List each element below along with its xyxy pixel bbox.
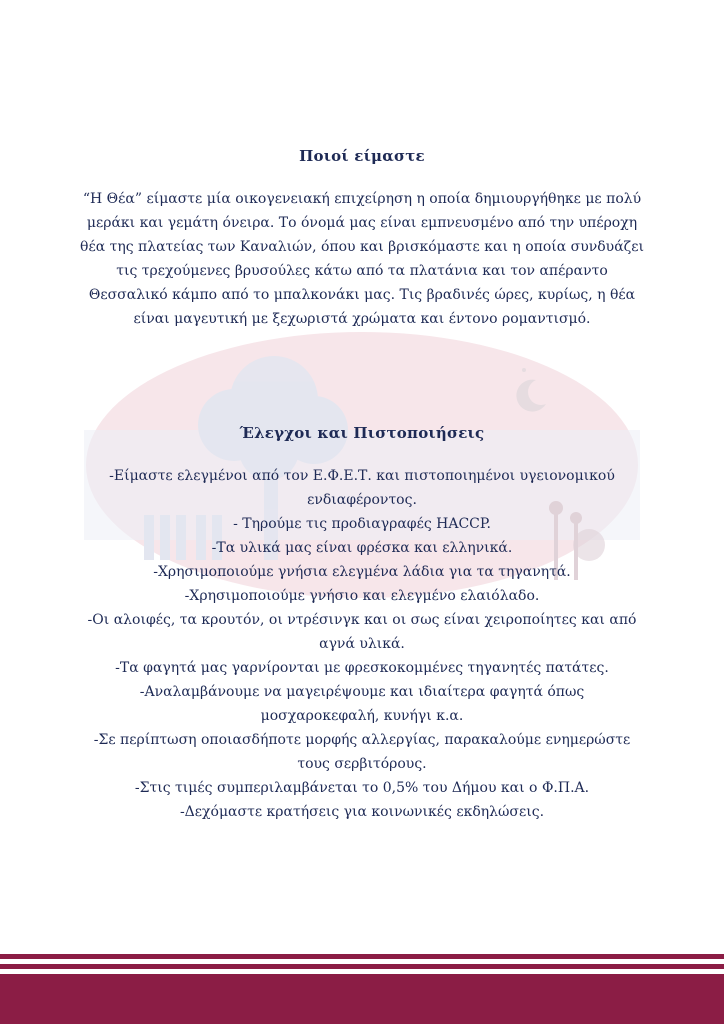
list-item: -Τα υλικά μας είναι φρέσκα και ελληνικά. — [211, 540, 513, 556]
about-title: Ποιοί είμαστε — [299, 147, 425, 165]
list-item: -Χρησιμοποιούμε γνήσια ελεγμένα λάδια για τα τηγανητά. — [153, 564, 571, 580]
stripe-thin-2 — [0, 964, 724, 969]
list-item: -Δεχόμαστε κρατήσεις για κοινωνικές εκδηλώσεις. — [179, 804, 545, 820]
list-item: -Οι αλοιφές, τα κρουτόν, οι ντρέσινγκ και οι σως είναι χειροποίητες και από αγνά υλικά. — [87, 612, 637, 652]
about-paragraph: “Η Θέα” είμαστε μία οικογενειακή επιχείρηση η οποία δημιουργήθηκε με πολύ μεράκι και γεμάτη όνειρα. Το όνομά μας είναι εμπνευσμένο από την υπέροχη θέα της πλατείας των Καναλιών, όπου και βρισκόμαστε και η οποία συνδυάζει τις τρεχούμενες βρυσούλες κάτω από τα πλατάνια και τον απέραντο Θεσσαλικό κάμπο από το μπαλκονάκι μας. Τις βραδινές ώρες, κυρίως, η θέα είναι μαγευτική με ξεχωριστά χρώματα και έντονο ρομαντισμό. — [80, 191, 644, 327]
certifications-title: Έλεγχοι και Πιστοποιήσεις — [239, 424, 485, 442]
list-item: -Στις τιμές συμπεριλαμβάνεται το 0,5% του Δήμου και ο Φ.Π.Α. — [134, 780, 590, 796]
footer-stripes — [0, 954, 724, 1024]
stripe-thin-1 — [0, 954, 724, 959]
list-item: -Χρησιμοποιούμε γνήσιο και ελεγμένο ελαιόλαδο. — [184, 588, 540, 604]
list-item: -Αναλαμβάνουμε να μαγειρέψουμε και ιδιαίτερα φαγητά όπως μοσχαροκεφαλή, κυνήγι κ.α. — [139, 684, 585, 724]
list-item: -Τα φαγητά μας γαρνίρονται με φρεσκοκομμένες τηγανητές πατάτες. — [115, 660, 609, 676]
list-item: -Σε περίπτωση οποιασδήποτε μορφής αλλεργίας, παρακαλούμε ενημερώστε τους σερβιτόρους. — [93, 732, 631, 772]
list-item: -Είμαστε ελεγμένοι από τον Ε.Φ.Ε.Τ. και πιστοποιημένοι υγειονομικού ενδιαφέροντος. — [109, 468, 615, 508]
stripe-thick — [0, 974, 724, 1024]
certifications-list — [80, 464, 644, 824]
list-item: - Τηρούμε τις προδιαγραφές HACCP. — [233, 516, 491, 532]
